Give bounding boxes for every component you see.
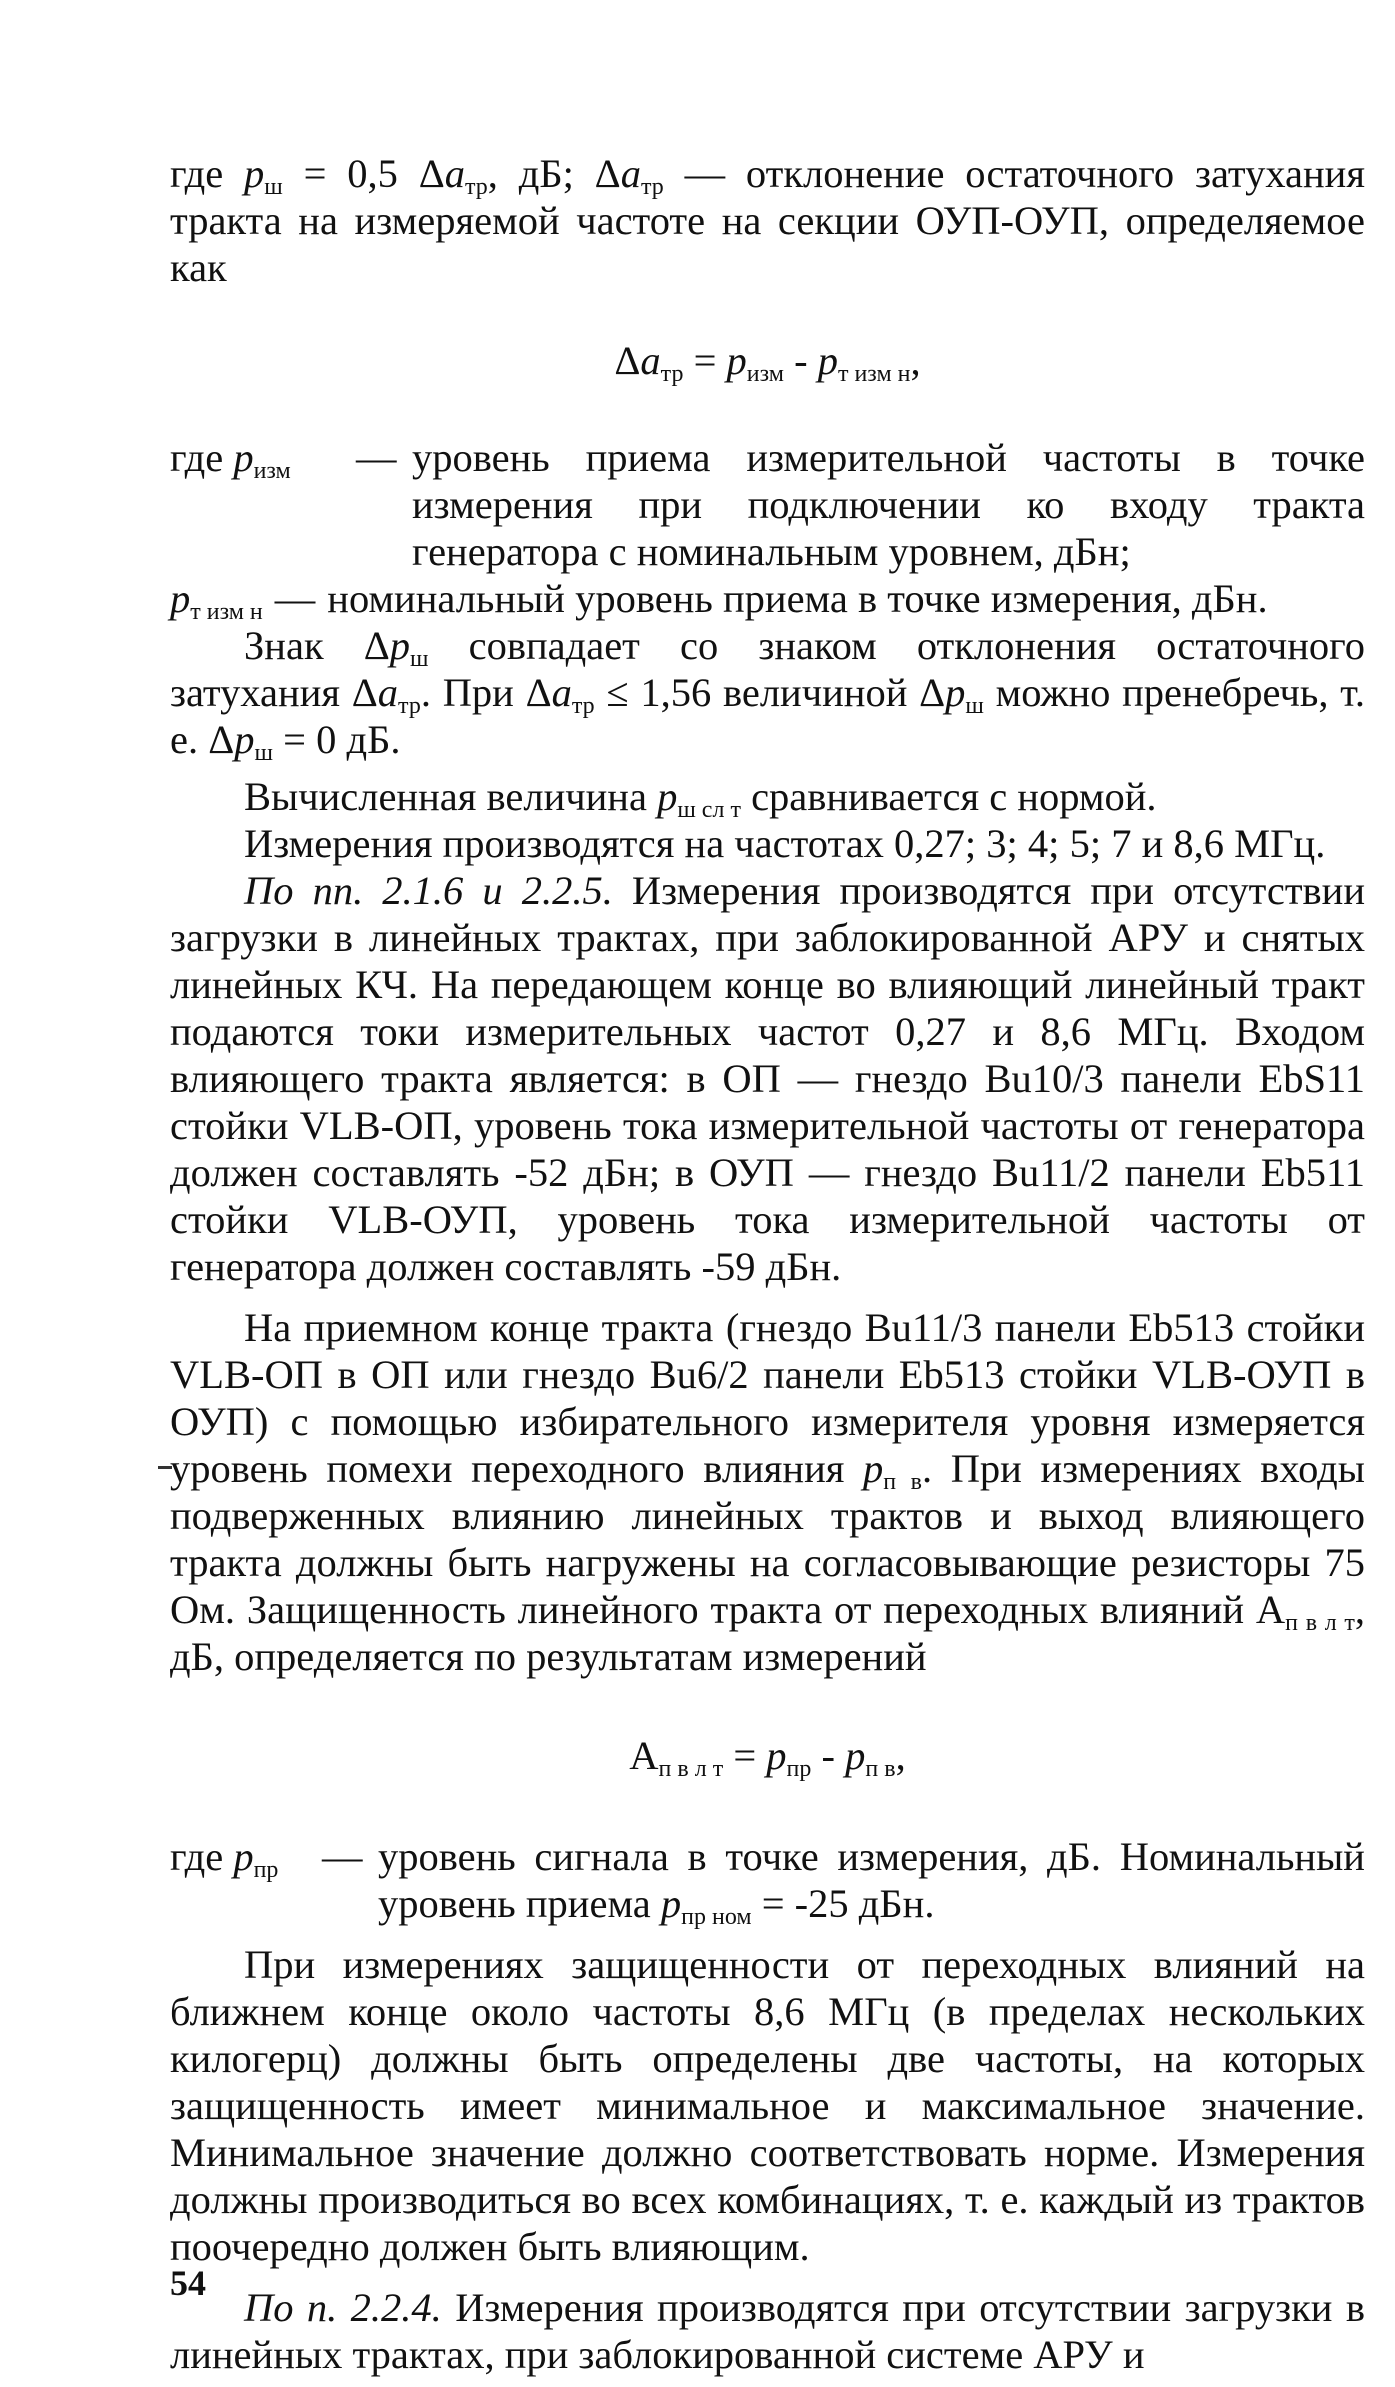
page-body	[170, 150, 1365, 2378]
definition-p-pr: где $p_{пр}$ — уровень сигнала в точке измерения, дБ. Номинальный уровень приема $p_{пр ном} = -25$ дБн.	[170, 1834, 1365, 1930]
paragraph-pp-2-1-6: По пп. 2.1.6 и 2.2.5. Измерения производятся при отсутствии загрузки в линейных трактах, при заблокированной АРУ и снятых линейных КЧ. На передающем конце во влияющий линейный тракт подаются токи измерительных частот 0,27 и 8,6 МГц. Входом влияющего тракта является: в ОП — гнездо Bu10/3 панели EbS11 стойки VLB-ОП, уровень тока измерительной частоты от генератора должен составлять -52 дБн; в ОУП — гнездо Bu11/2 панели Eb511 стойки VLB-ОУП, уровень тока измерительной частоты от генератора должен составлять -59 дБн.	[170, 868, 1366, 1289]
page-number: 54	[170, 2263, 206, 2303]
definition-text: номинальный уровень приема в точке измерения, дБн.	[327, 576, 1268, 621]
paragraph-p-2-2-4: По п. 2.2.4. Измерения производятся при отсутствии загрузки в линейных трактах, при заблокированной системе АРУ и	[170, 2285, 1365, 2377]
section-reference: По пп. 2.1.6 и 2.2.5.	[244, 868, 613, 913]
definition-term: где $p_{изм}$	[170, 435, 291, 484]
formula-protection: $А_{п в л т} = p_{пр} - p_{п в}$,	[629, 1733, 906, 1782]
formula-delta-a: $\Delta a_{тр} = p_{изм} - p_{т изм н}$,	[614, 338, 921, 387]
definition-p-t-izm-n: $p_{т изм н}$ — номинальный уровень приема в точке измерения, дБн.	[170, 575, 1365, 622]
definition-text: уровень сигнала в точке измерения, дБ. Номинальный уровень приема $p_{пр ном} = -25$ дБн.	[378, 1834, 1365, 1930]
paragraph-calculated: Вычисленная величина $p_{ш сл т}$ сравнивается с нормой.	[244, 774, 1157, 823]
paragraph-deviation: где $p_ш = 0,5$ $\Delta a_{тр}$, дБ; $\Delta a_{тр}$ — отклонение остаточного затухания тракта на измеряемой частоте на секции ОУП-ОУП, определяемое как	[170, 151, 1365, 290]
section-reference: По п. 2.2.4.	[244, 2285, 442, 2330]
paragraph-near-end: При измерениях защищенности от переходных влияний на ближнем конце около частоты 8,6 МГц (в пределах нескольких килогерц) должны быть определены две частоты, на которых защищенность имеет минимальное и максимальное значение. Минимальное значение должно соответствовать норме. Измерения должны производиться во всех комбинациях, т. е. каждый из трактов поочередно должен быть влияющим.	[170, 1942, 1365, 2269]
paragraph-frequencies: Измерения производятся на частотах 0,27; 3; 4; 5; 7 и 8,6 МГц.	[244, 821, 1326, 866]
paragraph-receiving-end: На приемном конце тракта (гнездо Bu11/3 панели Eb513 стойки VLB-ОП в ОП или гнездо Bu6/2 панели Eb513 стойки VLB-ОУП в ОУП) с помощью избирательного измерителя уровня измеряется уровень помехи переходного влияния $p_{п в}$. При измерениях входы подверженных влиянию линейных трактов и выход влияющего тракта должны быть нагружены на согласовывающие резисторы 75 Ом. Защищенность линейного тракта от переходных влияний $А_{п в л т}$, дБ, определяется по результатам измерений	[170, 1305, 1366, 1679]
paragraph-sign: Знак $\Delta p_ш$ совпадает со знаком отклонения остаточного затухания $\Delta a_{тр}$. При $\Delta a_{тр} \le 1,56$ величиной $\Delta p_ш$ можно пренебречь, т. е. $\Delta p_ш = 0$ дБ.	[170, 623, 1365, 766]
definition-term: $p_{т изм н}$	[170, 576, 263, 625]
definition-term: где $p_{пр}$	[170, 1834, 279, 1883]
definition-text: уровень приема измерительной частоты в точке измерения при подключении ко входу тракта генератора с номинальным уровнем, дБн;	[412, 435, 1365, 574]
definition-p-izm: где $p_{изм}$ — уровень приема измерительной частоты в точке измерения при подключении ко входу тракта генератора с номинальным уровнем, дБн;	[170, 435, 1365, 574]
